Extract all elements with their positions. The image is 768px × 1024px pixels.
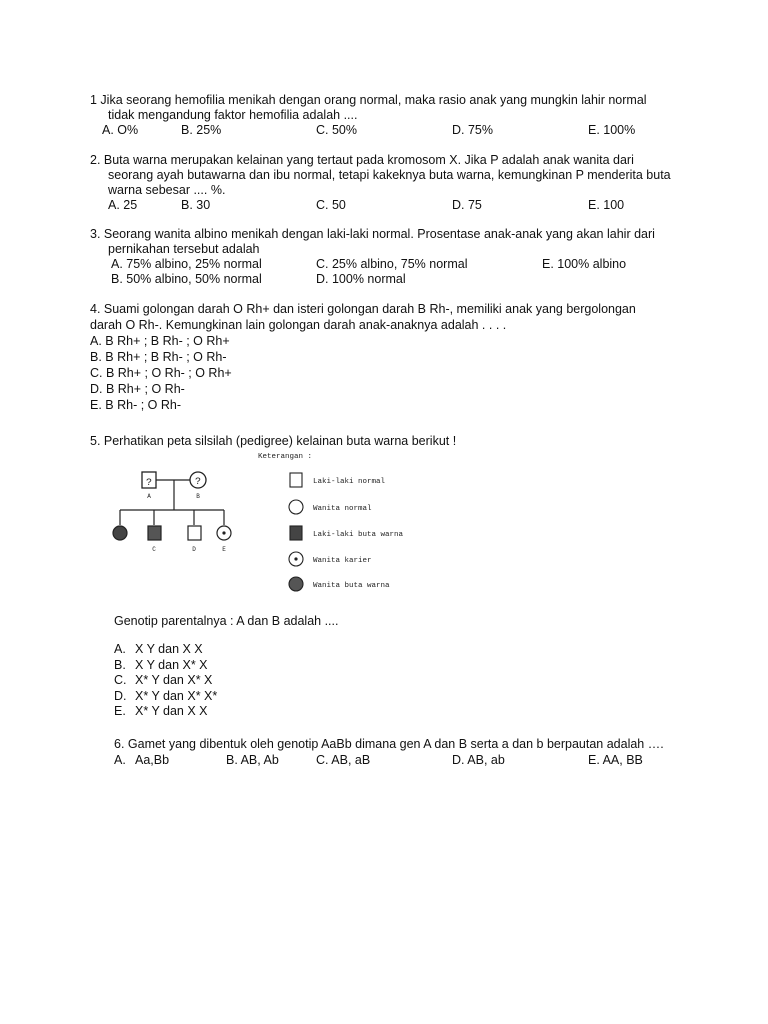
legend-item-1: Laki-laki normal: [313, 478, 386, 486]
legend-item-3: Laki-laki buta warna: [313, 531, 404, 539]
q5-line1: 5. Perhatikan peta silsilah (pedigree) kelainan buta warna berikut !: [90, 434, 457, 448]
q5-option-a-letter: A.: [114, 642, 126, 656]
pedigree-child-c: [148, 526, 161, 540]
pedigree-label-c: C: [152, 546, 156, 553]
q2-line2: seorang ayah butawarna dan ibu normal, tetapi kakeknya buta warna, kemungkinan P menderita buta: [108, 168, 671, 182]
legend-colorblind-female-icon: [289, 577, 303, 591]
q2-option-c: C. 50: [316, 198, 346, 212]
q3-option-e: E. 100% albino: [542, 257, 627, 271]
q1-line2: tidak mengandung faktor hemofilia adalah ....: [108, 108, 358, 122]
q3-option-a: A. 75% albino, 25% normal: [111, 257, 262, 271]
q3-line2: pernikahan tersebut adalah: [108, 242, 260, 256]
legend-item-5: Wanita buta warna: [313, 582, 390, 590]
q5-option-a-text: X Y dan X X: [135, 642, 203, 656]
q3-option-c: C. 25% albino, 75% normal: [316, 257, 468, 271]
pedigree-figure: [108, 452, 413, 597]
q2-option-a: A. 25: [108, 198, 138, 212]
q6-option-d: D. AB, ab: [452, 753, 505, 767]
q4-option-b: B. B Rh+ ; B Rh- ; O Rh-: [90, 350, 227, 364]
q1-option-d: D. 75%: [452, 123, 493, 137]
q4-line2: darah O Rh-. Kemungkinan lain golongan darah anak-anaknya adalah . . . .: [90, 318, 507, 332]
q1-option-b: B. 25%: [181, 123, 222, 137]
pedigree-child-1: [113, 526, 127, 540]
q5-option-e-text: X* Y dan X X: [135, 704, 208, 718]
q5-option-e-letter: E.: [114, 704, 126, 718]
legend-normal-female-icon: [289, 500, 303, 514]
q2-option-e: E. 100: [588, 198, 625, 212]
pedigree-label-a: A: [147, 493, 151, 500]
q1-option-e: E. 100%: [588, 123, 636, 137]
pedigree-label-e: E: [222, 546, 226, 553]
q4-option-d: D. B Rh+ ; O Rh-: [90, 382, 185, 396]
q5-option-b-letter: B.: [114, 658, 126, 672]
q5-option-c-letter: C.: [114, 673, 127, 687]
q6-line1: 6. Gamet yang dibentuk oleh genotip AaBb dimana gen A dan B serta a dan b berpautan adalah ….: [114, 737, 664, 751]
legend-colorblind-male-icon: [290, 526, 302, 540]
q4-line1: 4. Suami golongan darah O Rh+ dan isteri golongan darah B Rh-, memiliki anak yang bergolongan: [90, 302, 636, 316]
q2-option-d: D. 75: [452, 198, 482, 212]
q5-question: Genotip parentalnya : A dan B adalah ....: [114, 614, 339, 628]
q5-option-d-text: X* Y dan X* X*: [135, 689, 218, 703]
legend-item-4: Wanita karier: [313, 557, 372, 565]
legend-title: Keterangan :: [258, 453, 313, 461]
pedigree-parent-a-mark: ?: [145, 478, 153, 489]
q5-option-c-text: X* Y dan X* X: [135, 673, 213, 687]
q2-line1: 2. Buta warna merupakan kelainan yang tertaut pada kromosom X. Jika P adalah anak wanita dari: [90, 153, 634, 167]
q3-line1: 3. Seorang wanita albino menikah dengan laki-laki normal. Prosentase anak-anak yang akan lahir dari: [90, 227, 655, 241]
pedigree-label-d: D: [192, 546, 196, 553]
legend-item-2: Wanita normal: [313, 505, 372, 513]
pedigree-parent-b-mark: ?: [194, 477, 202, 488]
q1-option-c: C. 50%: [316, 123, 357, 137]
q5-option-b-text: X Y dan X* X: [135, 658, 208, 672]
q6-option-a-text: Aa,Bb: [135, 753, 170, 767]
pedigree-child-d: [188, 526, 201, 540]
q6-option-b: B. AB, Ab: [226, 753, 279, 767]
q4-option-a: A. B Rh+ ; B Rh- ; O Rh+: [90, 334, 230, 348]
q6-option-a-letter: A.: [114, 753, 126, 767]
q1-option-a: A. O%: [102, 123, 139, 137]
q3-option-d: D. 100% normal: [316, 272, 406, 286]
q6-option-c: C. AB, aB: [316, 753, 371, 767]
q3-option-b: B. 50% albino, 50% normal: [111, 272, 262, 286]
pedigree-label-b: B: [196, 493, 200, 500]
q2-option-b: B. 30: [181, 198, 211, 212]
q4-option-e: E. B Rh- ; O Rh-: [90, 398, 181, 412]
legend-normal-male-icon: [290, 473, 302, 487]
q5-option-d-letter: D.: [114, 689, 127, 703]
q1-line1: 1 Jika seorang hemofilia menikah dengan orang normal, maka rasio anak yang mungkin lahir normal: [90, 93, 647, 107]
q6-option-e: E. AA, BB: [588, 753, 643, 767]
q2-line3: warna sebesar .... %.: [108, 183, 226, 197]
q4-option-c: C. B Rh+ ; O Rh- ; O Rh+: [90, 366, 232, 380]
